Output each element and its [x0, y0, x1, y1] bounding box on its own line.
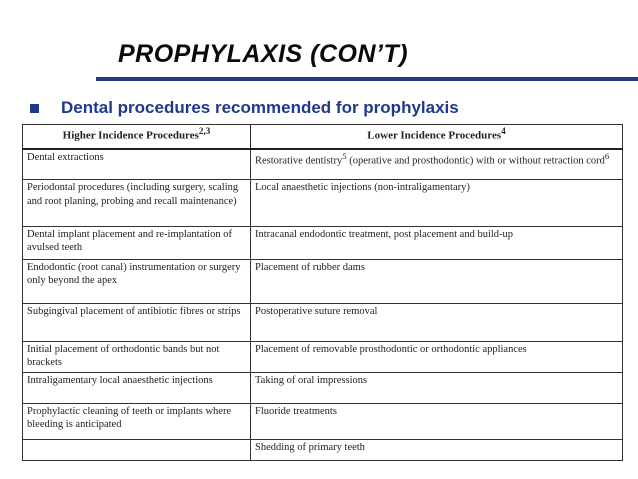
header-superscript: 4 — [501, 126, 506, 136]
header-superscript: 2,3 — [198, 126, 211, 136]
header-label: Higher Incidence Procedures — [62, 129, 199, 142]
cell-lower — [251, 149, 623, 180]
table-row — [23, 304, 623, 342]
cell-higher: Prophylactic cleaning of teeth or implants where bleeding is anticipated — [23, 404, 251, 440]
table-row — [23, 260, 623, 304]
table-row — [23, 180, 623, 226]
cell-superscript: 5 — [342, 150, 347, 161]
cell-higher: Dental extractions — [23, 149, 251, 180]
cell-higher: Intraligamentary local anaesthetic injections — [23, 372, 251, 403]
cell-superscript: 6 — [604, 150, 610, 161]
square-bullet-icon — [30, 104, 39, 113]
table-header-row — [23, 125, 623, 149]
table-row — [23, 226, 623, 260]
cell-text: (operative and prosthodontic) with or without retraction cord — [346, 155, 605, 166]
header-lower-incidence — [251, 125, 623, 149]
header-label: Lower Incidence Procedures — [367, 129, 502, 142]
cell-lower: Intracanal endodontic treatment, post placement and build-up — [251, 226, 623, 260]
cell-higher: Endodontic (root canal) instrumentation or surgery only beyond the apex — [23, 260, 251, 304]
cell-lower: Postoperative suture removal — [251, 304, 623, 342]
table-row — [23, 404, 623, 440]
title-underline — [96, 77, 638, 81]
cell-lower: Taking of oral impressions — [251, 372, 623, 403]
bullet-point — [30, 98, 459, 118]
cell-lower: Local anaesthetic injections (non-intraligamentary) — [251, 180, 623, 226]
slide-title: PROPHYLAXIS (CON’T) — [118, 40, 409, 68]
cell-lower: Placement of removable prosthodontic or orthodontic appliances — [251, 342, 623, 373]
header-higher-incidence — [23, 125, 251, 149]
table-row — [23, 439, 623, 460]
procedures-table — [22, 124, 623, 461]
cell-lower: Placement of rubber dams — [251, 260, 623, 304]
cell-higher: Initial placement of orthodontic bands but not brackets — [23, 342, 251, 373]
bullet-text: Dental procedures recommended for prophylaxis — [61, 98, 459, 117]
cell-higher: Subgingival placement of antibiotic fibres or strips — [23, 304, 251, 342]
table-row — [23, 149, 623, 180]
table-row — [23, 342, 623, 373]
cell-higher: Periodontal procedures (including surgery, scaling and root planing, probing and recall maintenance) — [23, 180, 251, 226]
cell-higher — [23, 439, 251, 460]
cell-lower: Fluoride treatments — [251, 404, 623, 440]
cell-lower: Shedding of primary teeth — [251, 439, 623, 460]
table-row — [23, 372, 623, 403]
cell-text: Restorative dentistry — [255, 155, 343, 166]
cell-higher: Dental implant placement and re-implantation of avulsed teeth — [23, 226, 251, 260]
